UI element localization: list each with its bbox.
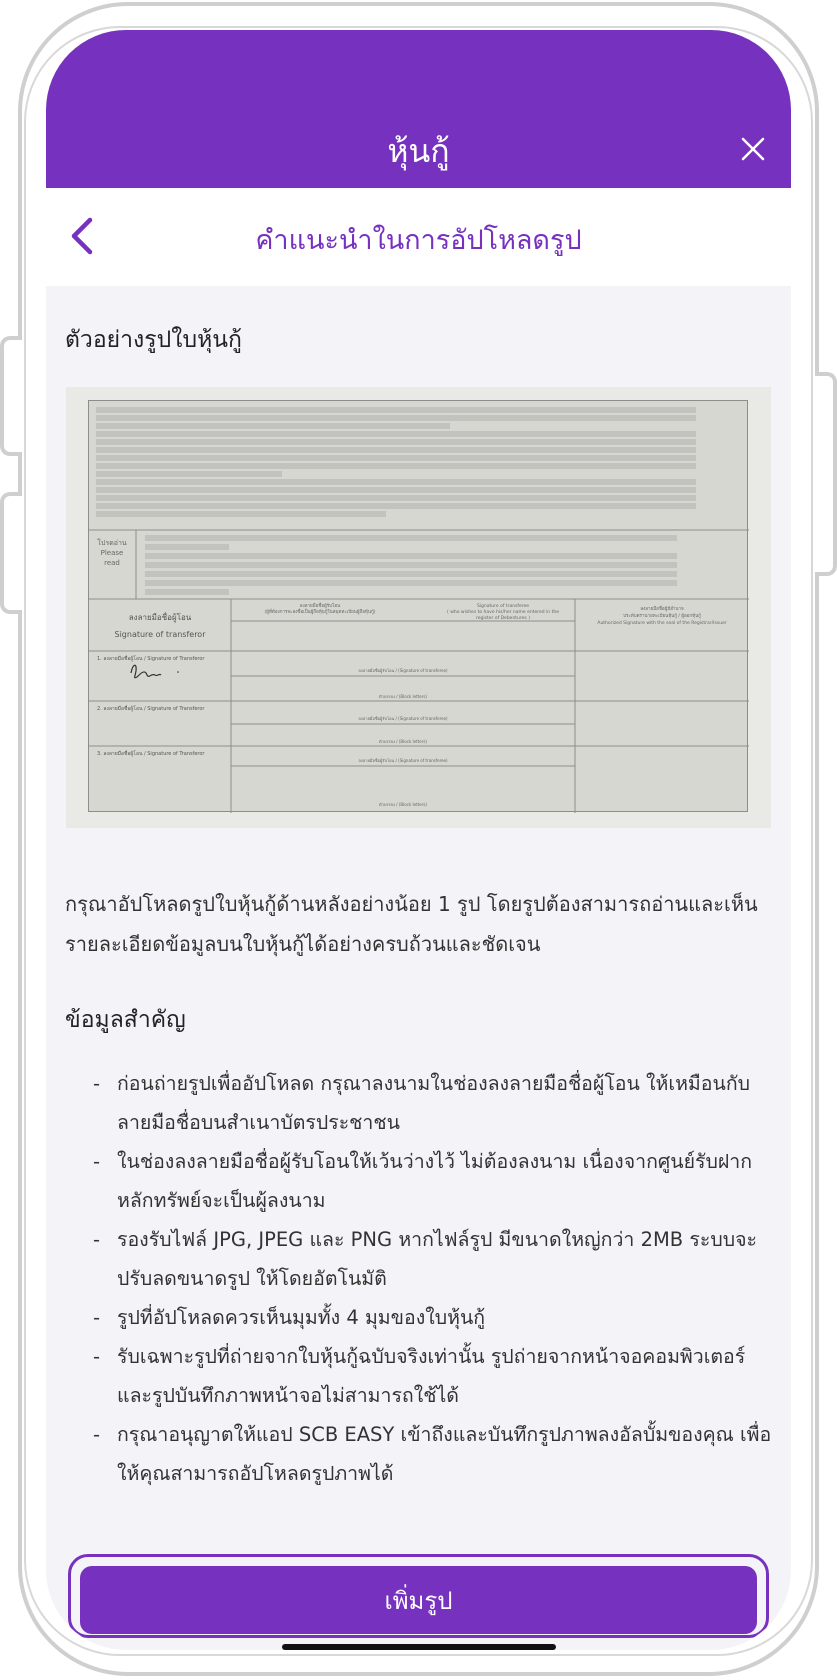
list-item: - รองรับไฟล์ JPG, JPEG และ PNG หากไฟล์รูป มีขนาดใหญ่กว่า 2MB ระบบจะปรับลดขนาดรูป ให้โดยอัตโนมัติ <box>65 1220 775 1298</box>
row-1-label: 1. ลงลายมือชื่อผู้โอน / Signature of Transferor <box>97 656 205 662</box>
row-3-signature-line: ลงลายมือชื่อผู้รับโอน / (Signature of transferee) <box>358 758 448 763</box>
phone-side-button-left-lower <box>0 492 22 614</box>
row-2-block-line: ตัวบรรจง / (Block letters) <box>379 739 427 744</box>
registrar-header-en: Authorized Signature with the seal of the Registrar/Issuer <box>597 621 727 626</box>
list-item: - ในช่องลงลายมือชื่อผู้รับโอนให้เว้นว่างไว้ ไม่ต้องลงนาม เนื่องจากศูนย์รับฝากหลักทรัพย์จะเป็นผู้ลงนาม <box>65 1142 775 1220</box>
registrar-header <box>579 606 745 627</box>
content-area <box>46 286 791 1650</box>
transferor-header-en: Signature of transferor <box>114 630 206 639</box>
close-icon <box>738 134 768 164</box>
transferor-header-th: ลงลายมือชื่อผู้โอน <box>128 613 192 622</box>
app-screen <box>46 30 791 1650</box>
row-1-block-line: ตัวบรรจง / (Block letters) <box>379 694 427 699</box>
list-item: - รูปที่อัปโหลดควรเห็นมุมทั้ง 4 มุมของใบหุ้นกู้ <box>65 1298 775 1337</box>
home-indicator <box>282 1644 556 1650</box>
top-app-bar <box>46 30 791 188</box>
transferee-header-en: Signature of transferee <box>476 604 530 609</box>
please-read-en-2: read <box>104 559 120 567</box>
list-item: - ก่อนถ่ายรูปเพื่ออัปโหลด กรุณาลงนามในช่องลงลายมือชื่อผู้โอน ให้เหมือนกับลายมือชื่อบนสำเนาบัตรประชาชน <box>65 1064 775 1142</box>
phone-side-button-left-upper <box>0 336 22 456</box>
please-read-th: โปรดอ่าน <box>97 539 127 547</box>
please-read-en-1: Please <box>100 549 124 557</box>
row-2-label: 2. ลงลายมือชื่อผู้โอน / Signature of Transferor <box>97 706 205 712</box>
row-2-signature-line: ลงลายมือชื่อผู้รับโอน / (Signature of transferee) <box>358 716 448 721</box>
transferee-header-th-sub: (ผู้ที่ต้องการจะลงชื่อเป็นผู้ถือหุ้นกู้ในสมุดทะเบียนผู้ถือหุ้นกู้) <box>264 610 376 615</box>
list-item: - รับเฉพาะรูปที่ถ่ายจากใบหุ้นกู้ฉบับจริงเท่านั้น รูปถ่ายจากหน้าจอคอมพิวเตอร์และรูปบันทึกภาพหน้าจอไม่สามารถใช้ได้ <box>65 1337 775 1415</box>
sample-certificate-image <box>66 387 771 828</box>
registrar-header-th-sub: ประทับตรานายทะเบียนหุ้นกู้ / ผู้ออกหุ้นกู้ <box>623 614 701 619</box>
page-title: หุ้นกู้ <box>387 132 450 170</box>
sub-header-title: คำแนะนำในการอัปโหลดรูป <box>255 225 582 256</box>
phone-side-button-right <box>815 372 837 576</box>
transferor-header <box>89 609 231 643</box>
close-button[interactable] <box>738 134 768 164</box>
important-info-list <box>65 1064 775 1493</box>
registrar-header-th: ลงลายมือชื่อผู้มีอำนาจ <box>640 607 684 612</box>
row-3-block-line: ตัวบรรจง / (Block letters) <box>379 802 427 807</box>
add-photo-button[interactable]: เพิ่มรูป <box>80 1566 757 1634</box>
row-3-label: 3. ลงลายมือชื่อผู้โอน / Signature of Transferor <box>97 751 205 757</box>
upload-instruction-text: กรุณาอัปโหลดรูปใบหุ้นกู้ด้านหลังอย่างน้อย 1 รูป โดยรูปต้องสามารถอ่านและเห็นรายละเอียดข้อมูลบนใบหุ้นกู้ได้อย่างครบถ้วนและชัดเจน <box>65 892 758 956</box>
important-info-heading: ข้อมูลสำคัญ <box>65 1007 186 1033</box>
sample-certificate-document <box>88 400 748 812</box>
please-read-label <box>92 538 132 568</box>
transferee-header-th: ลงลายมือชื่อผู้รับโอน <box>299 604 341 609</box>
sample-heading: ตัวอย่างรูปใบหุ้นกู้ <box>65 327 242 353</box>
row-1-signature-line: ลงลายมือชื่อผู้รับโอน / (Signature of transferee) <box>358 668 448 673</box>
list-item: - กรุณาอนุญาตให้แอป SCB EASY เข้าถึงและบันทึกรูปภาพลงอัลบั้มของคุณ เพื่อให้คุณสามารถอัปโหลดรูปภาพได้ <box>65 1415 775 1493</box>
sub-header <box>46 188 791 286</box>
signature-sample <box>131 665 161 678</box>
transferee-header-en-sub: ( who wishes to have his/her name entered in the register of Debentures ) <box>447 610 559 621</box>
